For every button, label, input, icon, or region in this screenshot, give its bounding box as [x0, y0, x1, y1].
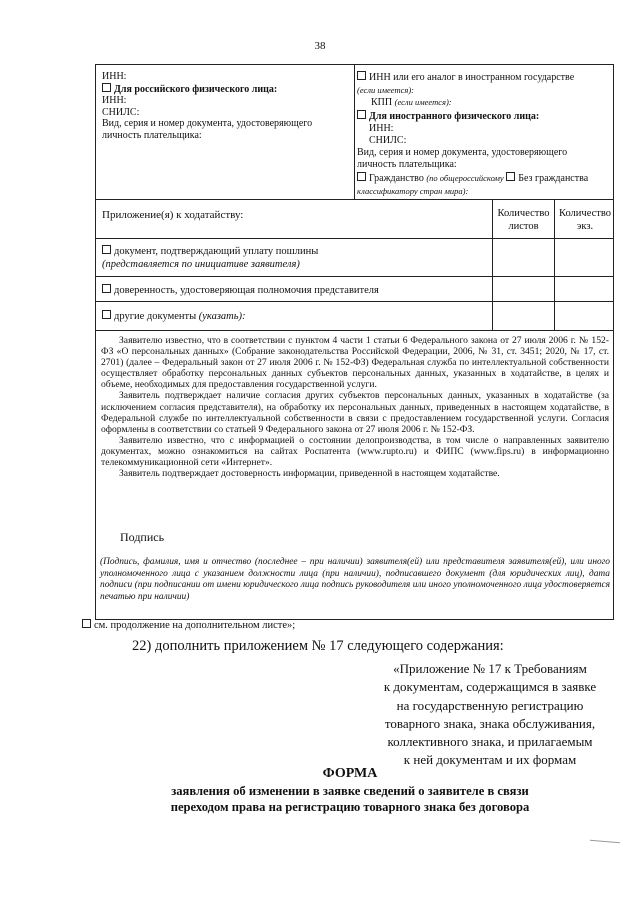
- appendix-line: товарного знака, знака обслуживания,: [384, 715, 596, 731]
- snils-label: СНИЛС:: [102, 106, 140, 118]
- divider: [96, 301, 613, 302]
- inn-label: ИНН:: [102, 71, 127, 82]
- checkbox-icon[interactable]: [357, 172, 366, 181]
- attachment-note: (указать):: [198, 311, 246, 322]
- attachment-label: другие документы: [114, 311, 197, 322]
- checkbox-icon[interactable]: [82, 619, 91, 628]
- item-22: 22) дополнить приложением № 17 следующего содержания:: [132, 638, 504, 654]
- inn-foreign-label: ИНН или его аналог в иностранном государстве: [369, 72, 575, 83]
- petition-form-table: [95, 64, 614, 620]
- scan-mark: [590, 840, 620, 844]
- attachment-fee-row[interactable]: [102, 245, 490, 271]
- id-doc-label: Вид, серия и номер документа, удостоверяющего: [357, 147, 568, 159]
- continuation-label: см. продолжение на дополнительном листе»;: [94, 620, 296, 631]
- foreign-person-label: Для иностранного физического лица:: [369, 110, 540, 122]
- russian-person-label: Для российского физического лица:: [114, 83, 278, 95]
- payer-foreign-block: [357, 71, 613, 197]
- copies-column-header: Количество экз.: [558, 208, 612, 232]
- id-doc-label: личность плательщика:: [102, 129, 202, 141]
- consent-paragraph: Заявителю известно, что в соответствии с пунктом 4 части 1 статьи 6 Федерального закона от 27 июля 2006 г. № 152-ФЗ «О персональных данных» (Собрание законодательства Российской Федерации, 2006, № 31, ст. 3451; 2020, № 17, ст. 2701) (далее – Федеральный закон от 27 июля 2006 г. № 152-ФЗ) Федеральная служба по интеллектуальной собственности осуществляет обработку персональных данных субъектов персональных данных, указанных в ходатайстве, в целях и объеме, необходимых для предоставления государственной услуги.: [101, 335, 609, 391]
- foreign-person-option[interactable]: [357, 110, 613, 123]
- snils-label: СНИЛС:: [369, 135, 407, 147]
- checkbox-icon[interactable]: [506, 172, 515, 181]
- consent-paragraph: Заявитель подтверждает достоверность информации, приведенной в настоящем ходатайстве.: [119, 468, 500, 480]
- checkbox-icon[interactable]: [102, 245, 111, 254]
- inn-foreign-option[interactable]: [357, 71, 613, 84]
- stateless-label: Без гражданства: [518, 172, 589, 184]
- divider: [96, 276, 613, 277]
- russian-person-option[interactable]: [102, 83, 350, 96]
- divider: [354, 65, 355, 199]
- appendix-reference: [370, 660, 610, 770]
- checkbox-icon[interactable]: [357, 110, 366, 119]
- kpp-note: (если имеется):: [394, 97, 452, 108]
- checkbox-icon[interactable]: [357, 71, 366, 80]
- form-subtitle: заявления об изменении в заявке сведений о заявителе в связи: [171, 784, 529, 798]
- payer-russian-block: [102, 71, 350, 142]
- attachment-note: (представляется по инициативе заявителя): [102, 258, 300, 270]
- signature-label: Подпись: [120, 530, 165, 544]
- consent-text: [101, 335, 609, 479]
- page-number: 38: [314, 40, 326, 52]
- checkbox-icon[interactable]: [102, 284, 111, 293]
- appendix-line: коллективного знака, и прилагаемым: [387, 734, 593, 750]
- inn-label: ИНН:: [102, 95, 127, 107]
- sheets-column-header: Количество листов: [497, 208, 550, 232]
- form-subtitle: переходом права на регистрацию товарного знака без договора: [170, 800, 530, 814]
- appendix-line: на государственную регистрацию: [396, 697, 584, 713]
- appendix-line: к ней документам и их формам: [403, 752, 577, 768]
- divider: [96, 199, 613, 200]
- divider: [96, 238, 613, 239]
- form-title: ФОРМА: [322, 766, 378, 781]
- attachment-power-of-attorney-row[interactable]: [102, 284, 490, 297]
- id-doc-label: личность плательщика:: [357, 159, 457, 171]
- appendix-line: «Приложение № 17 к Требованиям: [393, 661, 587, 676]
- attachment-label: документ, подтверждающий уплату пошлины: [114, 246, 319, 257]
- stateless-option[interactable]: [506, 173, 588, 184]
- inn-foreign-note: (если имеется):: [357, 85, 414, 96]
- attachment-other-row[interactable]: [102, 310, 490, 323]
- appendix-line: к документам, содержащимся в заявке: [383, 679, 597, 695]
- citizenship-option[interactable]: [357, 173, 424, 184]
- consent-paragraph: Заявителю известно, что с информацией о состоянии делопроизводства, в том числе о направленных заявителю документах, можно ознакомиться на сайтах Роспатента (www.rupto.ru) и ФИПС (www.fips.ru) в информационно телекоммуникационной сети «Интернет».: [101, 434, 609, 469]
- checkbox-icon[interactable]: [102, 310, 111, 319]
- kpp-label: КПП: [371, 97, 393, 109]
- inn-label: ИНН:: [369, 122, 394, 134]
- citizenship-note: (по общероссийскому: [426, 172, 504, 183]
- continuation-option[interactable]: [82, 619, 295, 631]
- consent-paragraph: Заявитель подтверждает наличие согласия других субъектов персональных данных, указанных в ходатайстве (за исключением согласия представителя), на обработку их персональных данных, приведенных в настоящем ходатайстве, в Федеральной службе по интеллектуальной собственности в связи с предоставлением государственной услуги. Согласия оформлены в соответствии со статьей 9 Федерального закона от 27 июля 2006 г. № 152-ФЗ.: [101, 390, 609, 435]
- id-doc-label: Вид, серия и номер документа, удостоверяющего: [102, 118, 313, 130]
- attachment-label: доверенность, удостоверяющая полномочия представителя: [114, 285, 379, 296]
- attachments-header: Приложение(я) к ходатайству:: [102, 209, 244, 221]
- classifier-note: классификатору стран мира):: [357, 185, 469, 196]
- citizenship-label: Гражданство: [369, 172, 424, 184]
- checkbox-icon[interactable]: [102, 83, 111, 92]
- signature-note: (Подпись, фамилия, имя и отчество (последнее – при наличии) заявителя(ей) или представителя заявителя(ей), или иного уполномоченного лица с указанием должности лица (при наличии), подписавшего документ (для юридических лиц), дата подписи (при подписании от имени юридического лица подпись руководителя или иного уполномоченного лица удостоверяется печатью при наличии): [100, 557, 610, 602]
- divider: [96, 330, 613, 331]
